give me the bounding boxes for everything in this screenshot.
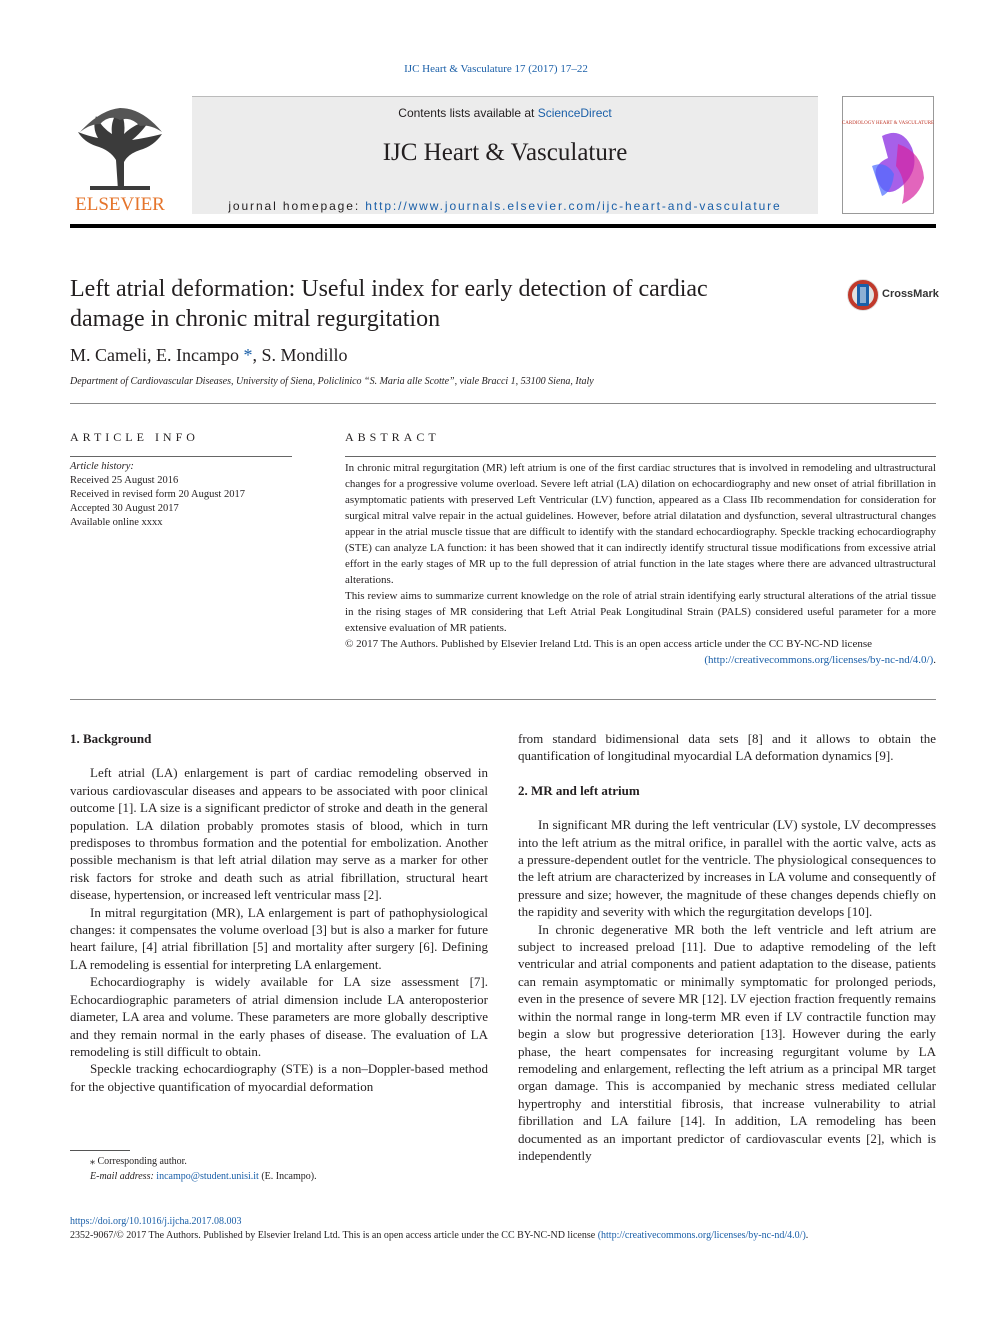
contents-line [192,106,818,120]
corresponding-author-marker[interactable]: * [243,345,253,365]
doi-link[interactable]: https://doi.org/10.1016/j.ijcha.2017.08.003 [70,1216,242,1227]
article-title: Left atrial deformation: Useful index for early detection of cardiac damage in chronic mitral regurgitation [70,276,708,332]
issn-end: . [805,1230,809,1241]
body-column-right [518,730,936,1164]
header-rule [70,224,936,228]
article-history [70,460,300,530]
elsevier-wordmark: ELSEVIER [75,194,165,212]
journal-cover-image[interactable] [842,96,934,214]
authors [70,345,348,366]
email-label: E-mail address: [90,1171,157,1182]
affiliation: Department of Cardiovascular Diseases, University of Siena, Policlinico “S. Maria alle Scotte”, viale Bracci 1, 53100 Siena, Italy [70,376,594,387]
running-head: IJC Heart & Vasculature 17 (2017) 17–22 [404,63,588,75]
footnote-rule [70,1150,130,1151]
footnote-marker: ⁎ [90,1156,95,1167]
issn-text: 2352-9067/© 2017 The Authors. Published by Elsevier Ireland Ltd. This is an open access article under the CC BY-NC-ND license [70,1230,598,1241]
license-end: . [933,654,936,666]
body-paragraph: Left atrial (LA) enlargement is part of cardiac remodeling observed in various cardiovascular diseases and appears to be associated with poor clinical outcome [1]. LA size is a significant predictor of stroke and death in the general population. LA dilation probably promotes stasis of blood, which in turn predisposes to thrombus formation and the potential for embolization. Another possible mechanism is that left atrial dilation may serve as a marker for other risk factors for stroke and death such as atrial fibrillation, structural heart disease, hypertension, or increased left ventricular mass [2]. [70,765,488,903]
body-paragraph: In mitral regurgitation (MR), LA enlargement is part of pathophysiological changes: it compensates the volume overload [3] but is also a marker for future heart failure, [4] atrial fibrillation [5] and mortality after surgery [6]. Defining LA remodeling is essential for interpreting LA enlargement. [70,904,488,972]
divider [70,699,936,700]
abstract-paragraph: This review aims to summarize current knowledge on the role of atrial strain identifying early structural alterations of the atrial tissue in the rising stages of MR considering that Left Atrial Peak Longitudinal Strain (PALS) considered useful parameter for a more extensive evaluation of MR patients. [345,590,936,634]
journal-title: IJC Heart & Vasculature [382,139,628,166]
author-names-2: , S. Mondillo [252,345,348,365]
body-paragraph: Speckle tracking echocardiography (STE) is a non–Doppler-based method for the objective quantification of myocardial deformation [70,1061,488,1094]
abstract-heading: ABSTRACT [345,430,440,444]
email-name: (E. Incampo). [258,1171,317,1182]
history-accepted: Accepted 30 August 2017 [70,503,179,514]
section-heading: 1. Background [70,731,152,746]
history-heading: Article history: [70,461,134,472]
history-online: Available online xxxx [70,517,163,528]
divider [70,403,936,404]
article-info-heading: ARTICLE INFO [70,430,199,444]
crossmark-label: CrossMark [882,288,939,300]
masthead [70,96,936,218]
footnote [70,1154,490,1184]
elsevier-logo [70,102,170,212]
issn-license-line [70,1230,808,1241]
journal-header-box [192,96,818,214]
history-revised: Received in revised form 20 August 2017 [70,489,245,500]
body-paragraph: In chronic degenerative MR both the left ventricle and left atrium are subject to increased preload [11]. Due to adaptive remodeling of the left ventricular and atrial components and patient adaptation to the disease, patients can remain asymptomatic or minimally symptomatic for prolonged periods, even in the presence of severe MR [12]. LV ejection fraction frequently remains within the normal range in long-term MR even if LV contractile function may begin a slow but progressive deterioration [13]. However during the early phase, the heart compensates for increasing regurgitant volume by LA remodeling and enlargement, reflecting the left atrium as a principal MR target organ damage. This is accompanied by mechanic stress mediated cellular hypertrophy and interstitial fibrosis, that increase vulnerability to atrial fibrillation and LA failure [14]. In addition, LA remodeling has been documented as an important predictor of cardiovascular events [2], which is independently [518,921,936,1163]
journal-homepage-link[interactable]: http://www.journals.elsevier.com/ijc-heart-and-vasculature [365,199,782,213]
section-heading: 2. MR and left atrium [518,782,640,798]
abstract-license-link-line [345,652,936,668]
sciencedirect-link[interactable]: ScienceDirect [537,106,612,120]
license-link[interactable]: (http://creativecommons.org/licenses/by-nc-nd/4.0/) [704,654,934,666]
body-paragraph-continued: from standard bidimensional data sets [8] and it allows to obtain the quantification of longitudinal myocardial LA deformation dynamics [9]. [518,731,936,764]
corresponding-author-label: Corresponding author. [97,1156,187,1167]
abstract-paragraph: In chronic mitral regurgitation (MR) left atrium is one of the first cardiac structures that is involved in remodeling and ultrastructural changes for a progressive volume overload. Severe left atrial (LA) dilation on echocardiography and new onset of atrial fibrillation in asymptomatic patients with preserved Left Ventricular (LV) function, appeared as a Class IIb recommendation for consideration for surgical mitral valve repair in the actual guidelines. However, before atrial dilatation and dysfunction, several ultrastructural changes appear in the atrial muscle tissue that are difficult to identify with the standard echocardiography. Speckle tracking echocardiography (STE) can analyze LA function: it has been showed that it can indirectly identify structural tissue modifications from excessive atrial effort in the early stages of MR up to the full depression of atrial function in the late stages where there are advanced ultrastructural alterations. [345,462,936,586]
abstract-body [345,460,936,668]
body-paragraph: Echocardiography is widely available for LA size assessment [7]. Echocardiographic parameters of atrial dimension include LA anteroposterior diameter, LA area and volume. These parameters are more globally descriptive and they remain normal in the early phases of disease. The evaluation of LA remodeling is still difficult to obtain. [70,974,488,1059]
homepage-prefix: journal homepage: [228,199,366,213]
body-column-left [70,730,488,1095]
footnote-email [70,1169,490,1184]
divider [345,456,936,457]
contents-prefix: Contents lists available at [398,106,538,120]
issn-license-link[interactable]: (http://creativecommons.org/licenses/by-nc-nd/4.0/) [597,1230,806,1241]
crossmark-badge[interactable] [846,278,946,314]
email-link[interactable]: incampo@student.unisi.it [156,1171,259,1182]
body-paragraph: In significant MR during the left ventricular (LV) systole, LV decompresses into the left atrium as the mitral orifice, in parallel with the aortic valve, acts as a pressure-dependent outlet for the ventricle. The physiological consequences to the left atrium are characterized by increases in LA volume and consequently of pressure and size; however, the magnitude of these changes depends chiefly on the rapidity and severity with which the regurgitation develops [10]. [518,817,936,920]
divider [70,456,292,457]
footnote-corresponding [70,1154,490,1169]
abstract-license: © 2017 The Authors. Published by Elsevier Ireland Ltd. This is an open access article under the CC BY-NC-ND license [345,638,872,650]
crossmark-icon [846,278,880,312]
homepage-line [192,199,818,213]
cover-text: CARDIOLOGY HEART & VASCULATURE [842,121,934,126]
author-names-1: M. Cameli, E. Incampo [70,345,244,365]
history-received: Received 25 August 2016 [70,475,179,486]
